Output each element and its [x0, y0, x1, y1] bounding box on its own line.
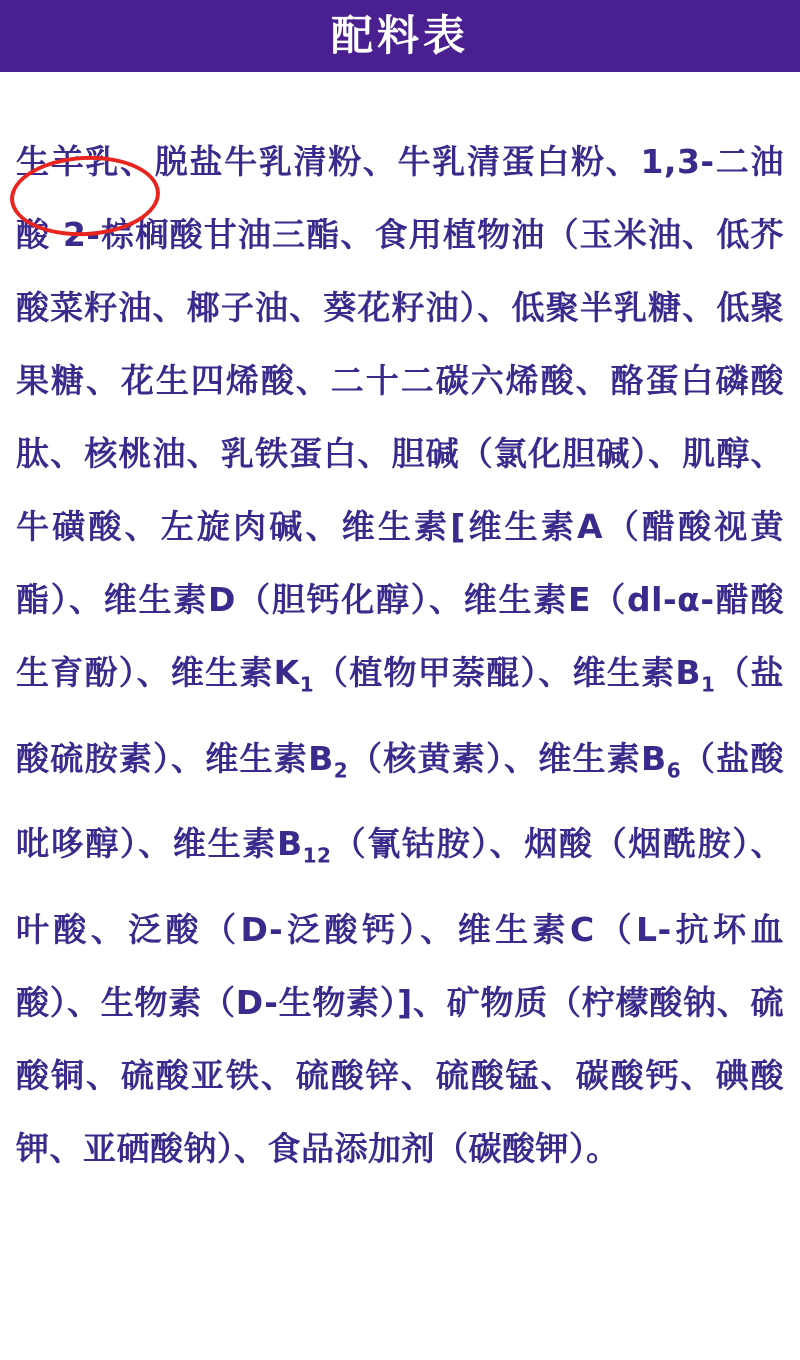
- ingredients-paragraph: [16, 125, 784, 1185]
- ingredient-text: （盐酸吡哆醇）、维生素B: [16, 738, 785, 864]
- ingredient-subscript: 1: [299, 672, 315, 697]
- ingredient-subscript: 2: [333, 758, 349, 783]
- ingredient-subscript: 12: [302, 843, 332, 868]
- ingredient-subscript: 6: [666, 758, 682, 783]
- ingredient-text: （核黄素）、维生素B: [348, 738, 667, 778]
- ingredient-text: 生羊乳、脱盐牛乳清粉、牛乳清蛋白粉、1,3-二油酸 2-棕榈酸甘油三酯、食用植物油（玉米油、低芥酸菜籽油、椰子油、葵花籽油）、低聚半乳糖、低聚果糖、花生四烯酸、二十二碳六烯酸、酪蛋白磷酸肽、核桃油、乳铁蛋白、胆碱（氯化胆碱）、肌醇、牛磺酸、左旋肉碱、维生素[维生素A（醋酸视黄酯）、维生素D（胆钙化醇）、维生素E（dl-α-醋酸生育酚）、维生素K: [16, 142, 784, 692]
- header-bar: [0, 0, 800, 72]
- ingredients-body: [0, 72, 800, 1185]
- page-title: 配料表: [330, 11, 469, 60]
- ingredient-text: （氰钴胺）、烟酸（烟酰胺）、叶酸、泛酸（D-泛酸钙）、维生素C（L-抗坏血酸）、生物素（D-生物素）]、矿物质（柠檬酸钠、硫酸铜、硫酸亚铁、硫酸锌、硫酸锰、碳酸钙、碘酸钾、亚硒酸钠）、食品添加剂（碳酸钾）。: [16, 824, 784, 1168]
- ingredient-text: （植物甲萘醌）、维生素B: [314, 653, 702, 692]
- ingredient-text: （盐酸硫胺素）、维生素B: [16, 653, 785, 778]
- ingredient-subscript: 1: [701, 672, 716, 697]
